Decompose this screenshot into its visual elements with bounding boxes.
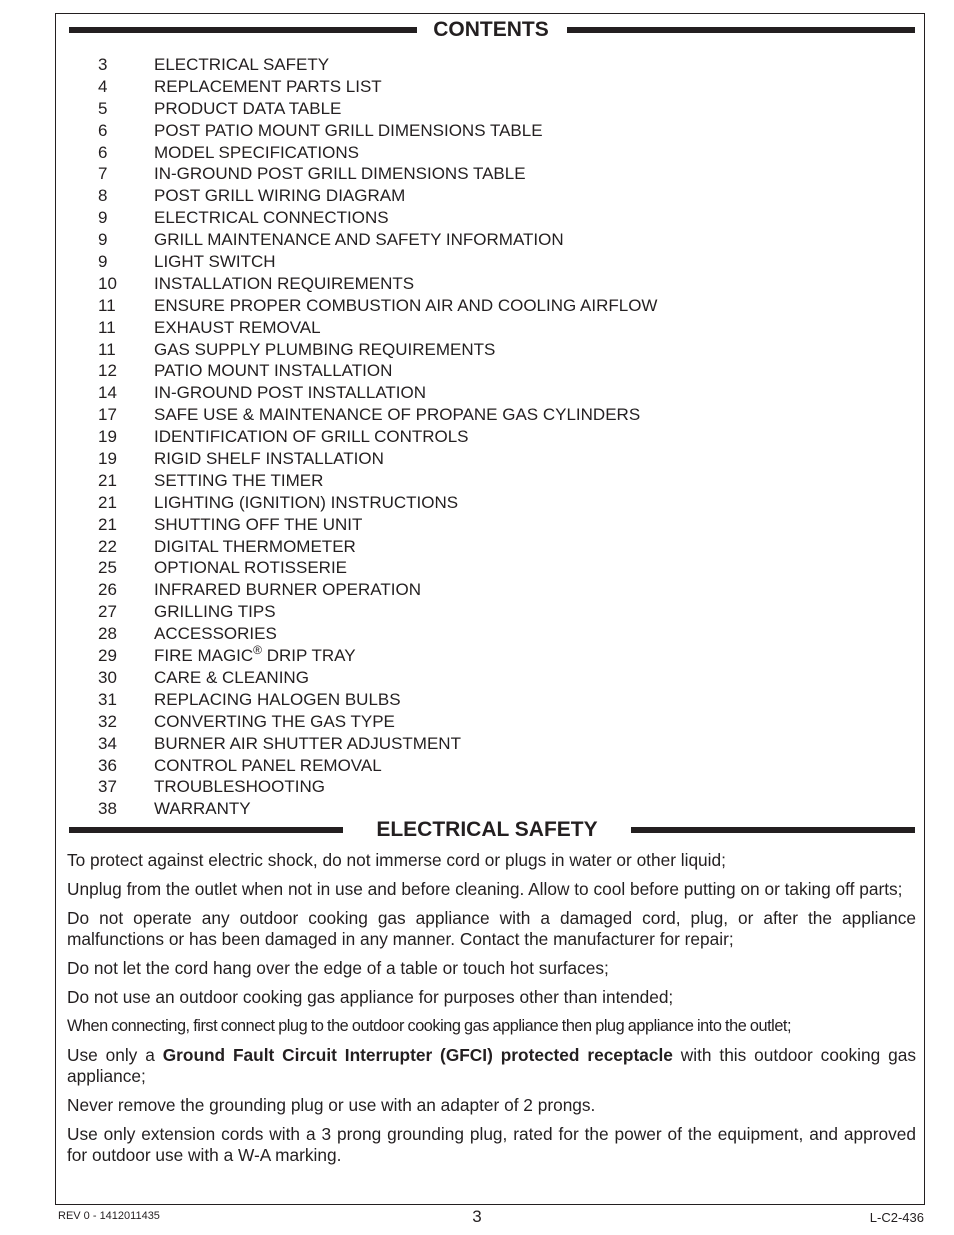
toc-page-number: 7 xyxy=(98,164,108,184)
toc-page-number: 14 xyxy=(98,383,117,403)
toc-page-number: 11 xyxy=(98,339,116,359)
toc-title-text: INFRARED BURNER OPERATION xyxy=(154,580,421,600)
toc-title xyxy=(154,492,458,514)
toc-title-text: ELECTRICAL CONNECTIONS xyxy=(154,208,389,228)
toc-title xyxy=(154,776,325,798)
toc-title xyxy=(154,76,382,98)
toc-title-text: GRILLING TIPS xyxy=(154,602,276,622)
toc-title-text: MODEL SPECIFICATIONS xyxy=(154,142,359,162)
toc-page-number: 5 xyxy=(98,98,108,118)
toc-title-text: ELECTRICAL SAFETY xyxy=(154,55,330,74)
toc-page-number: 12 xyxy=(98,361,117,381)
toc-title xyxy=(154,470,323,492)
safety-paragraph: Do not operate any outdoor cooking gas appliance with a damaged cord, plug, or after the appliance malfunctions or has been damaged in any manner. Contact the manufacturer for repair; xyxy=(67,908,916,949)
toc-title xyxy=(154,667,309,689)
toc-title-text: LIGHT SWITCH xyxy=(154,252,276,272)
gfci-text-before: Use only a xyxy=(67,1045,163,1065)
toc-title xyxy=(154,295,657,317)
toc-page-number: 9 xyxy=(98,252,108,272)
toc-title xyxy=(154,711,395,733)
toc-title xyxy=(154,689,401,711)
electrical-safety-heading-row xyxy=(69,818,915,842)
toc-title-text: ENSURE PROPER COMBUSTION AIR AND COOLING AIRFLOW xyxy=(154,295,658,315)
safety-paragraph: Never remove the grounding plug or use with an adapter of 2 prongs. xyxy=(67,1095,596,1115)
toc-page-number: 8 xyxy=(98,186,108,206)
toc-page-number: 37 xyxy=(98,777,117,797)
toc-title-text-suffix: DRIP TRAY xyxy=(262,646,356,666)
gfci-emphasis: Ground Fault Circuit Interrupter (GFCI) protected receptacle xyxy=(162,1045,673,1065)
toc-title-text: GRILL MAINTENANCE AND SAFETY INFORMATION xyxy=(154,230,564,250)
toc-title-text: PATIO MOUNT INSTALLATION xyxy=(154,361,393,381)
toc-title-text: OPTIONAL ROTISSERIE xyxy=(154,558,348,578)
toc-page-number: 25 xyxy=(98,558,117,578)
toc-title xyxy=(154,601,276,623)
toc-title xyxy=(154,120,543,142)
toc-title-text: IDENTIFICATION OF GRILL CONTROLS xyxy=(154,427,469,447)
toc-page-number: 32 xyxy=(98,711,117,731)
toc-page-number: 36 xyxy=(98,755,117,775)
toc-title xyxy=(154,536,356,558)
toc-page-number: 30 xyxy=(98,667,117,687)
toc-title xyxy=(154,98,341,120)
registered-mark: ® xyxy=(253,643,263,658)
toc-title-text: SETTING THE TIMER xyxy=(154,470,324,490)
toc-page-number: 21 xyxy=(98,470,117,490)
toc-title-text: CARE & CLEANING xyxy=(154,667,309,687)
safety-paragraph: Use only extension cords with a 3 prong grounding plug, rated for the power of the equipment, and approved for outdoor use with a W-A marking. xyxy=(67,1124,916,1165)
safety-paragraph-gfci xyxy=(67,1045,916,1087)
toc-title-text: REPLACEMENT PARTS LIST xyxy=(154,76,382,96)
toc-page-number: 11 xyxy=(98,317,116,337)
safety-paragraph: To protect against electric shock, do not immerse cord or plugs in water or other liquid; xyxy=(67,850,726,870)
toc-title xyxy=(154,163,526,185)
toc-page-number: 19 xyxy=(98,427,117,447)
toc-title xyxy=(154,251,276,273)
safety-paragraph: When connecting, first connect plug to the outdoor cooking gas appliance then plug appliance into the outlet; xyxy=(67,1017,792,1035)
toc-page-number: 21 xyxy=(98,492,117,512)
toc-title xyxy=(154,317,321,339)
toc-page-number: 17 xyxy=(98,405,117,425)
toc-title-text: TROUBLESHOOTING xyxy=(154,777,325,797)
toc-page-number: 6 xyxy=(98,120,108,140)
toc-page-number: 4 xyxy=(98,76,108,96)
revision-code: REV 0 - 1412011435 xyxy=(58,1210,160,1222)
toc-title xyxy=(154,339,495,361)
toc-page-number: 11 xyxy=(98,295,116,315)
toc-title-text: CONVERTING THE GAS TYPE xyxy=(154,711,395,731)
toc-title-text: POST GRILL WIRING DIAGRAM xyxy=(154,186,406,206)
toc-title xyxy=(154,207,389,229)
toc-page-number: 9 xyxy=(98,230,108,250)
document-code: L-C2-436 xyxy=(869,1210,924,1225)
toc-title-text: IN-GROUND POST INSTALLATION xyxy=(154,383,427,403)
toc-title xyxy=(154,448,384,470)
toc-page-number: 31 xyxy=(98,689,117,709)
toc-title xyxy=(154,54,329,76)
toc-title xyxy=(154,514,362,536)
electrical-safety-heading: ELECTRICAL SAFETY xyxy=(376,818,598,841)
toc-title-text: PRODUCT DATA TABLE xyxy=(154,98,342,118)
toc-title xyxy=(154,273,414,295)
toc-title xyxy=(154,557,347,579)
toc-title xyxy=(154,229,564,251)
toc-page-number: 3 xyxy=(98,55,108,74)
toc-title-text: BURNER AIR SHUTTER ADJUSTMENT xyxy=(154,733,461,753)
toc-title xyxy=(154,404,640,426)
toc-page-number: 6 xyxy=(98,142,108,162)
toc-page-number: 21 xyxy=(98,514,117,534)
toc-page-number: 22 xyxy=(98,536,117,556)
safety-paragraph: Unplug from the outlet when not in use and before cleaning. Allow to cool before putting on or taking off parts; xyxy=(67,879,903,899)
toc-title xyxy=(154,798,251,820)
toc-page-number: 34 xyxy=(98,733,117,753)
toc-title xyxy=(154,645,356,667)
toc-title-text: WARRANTY xyxy=(154,799,251,819)
toc-page-number: 19 xyxy=(98,449,117,469)
toc-page-number: 28 xyxy=(98,624,117,644)
contents-heading-row xyxy=(69,18,915,42)
toc-title xyxy=(154,142,359,164)
toc-title-text: ACCESSORIES xyxy=(154,624,277,644)
toc-title-text: SHUTTING OFF THE UNIT xyxy=(154,514,363,534)
toc-title-text: GAS SUPPLY PLUMBING REQUIREMENTS xyxy=(154,339,496,359)
toc-page-number: 9 xyxy=(98,208,108,228)
toc-title xyxy=(154,382,426,404)
toc-title xyxy=(154,579,421,601)
toc-title xyxy=(154,755,382,777)
toc-title-text: IN-GROUND POST GRILL DIMENSIONS TABLE xyxy=(154,164,526,184)
toc-page-number: 29 xyxy=(98,646,117,666)
toc-title-text: INSTALLATION REQUIREMENTS xyxy=(154,273,415,293)
electrical-safety-section xyxy=(67,850,916,1174)
toc-title-text: CONTROL PANEL REMOVAL xyxy=(154,755,382,775)
page-number: 3 xyxy=(472,1207,482,1226)
toc-title-text: POST PATIO MOUNT GRILL DIMENSIONS TABLE xyxy=(154,120,543,140)
toc-title-text: DIGITAL THERMOMETER xyxy=(154,536,356,556)
toc-title xyxy=(154,426,469,448)
safety-paragraph: Do not use an outdoor cooking gas appliance for purposes other than intended; xyxy=(67,987,674,1007)
toc-title-text: EXHAUST REMOVAL xyxy=(154,317,321,337)
toc-title xyxy=(154,360,392,382)
toc-title-text: LIGHTING (IGNITION) INSTRUCTIONS xyxy=(154,492,459,512)
toc-title-text: REPLACING HALOGEN BULBS xyxy=(154,689,401,709)
toc-title xyxy=(154,185,405,207)
safety-paragraph: Do not let the cord hang over the edge of a table or touch hot surfaces; xyxy=(67,958,609,978)
toc-page-number: 27 xyxy=(98,602,117,622)
toc-title xyxy=(154,623,277,645)
toc-page-number: 26 xyxy=(98,580,117,600)
gfci-text-after: with this outdoor cooking gas appliance; xyxy=(67,1045,916,1086)
contents-heading: CONTENTS xyxy=(433,18,549,41)
toc-page-number: 38 xyxy=(98,799,117,819)
toc-title xyxy=(154,733,461,755)
toc-title-text: FIRE MAGIC xyxy=(154,646,254,666)
toc-title-text: SAFE USE & MAINTENANCE OF PROPANE GAS CYLINDERS xyxy=(154,405,641,425)
toc-page-number: 10 xyxy=(98,273,117,293)
toc-title-text: RIGID SHELF INSTALLATION xyxy=(154,449,384,469)
